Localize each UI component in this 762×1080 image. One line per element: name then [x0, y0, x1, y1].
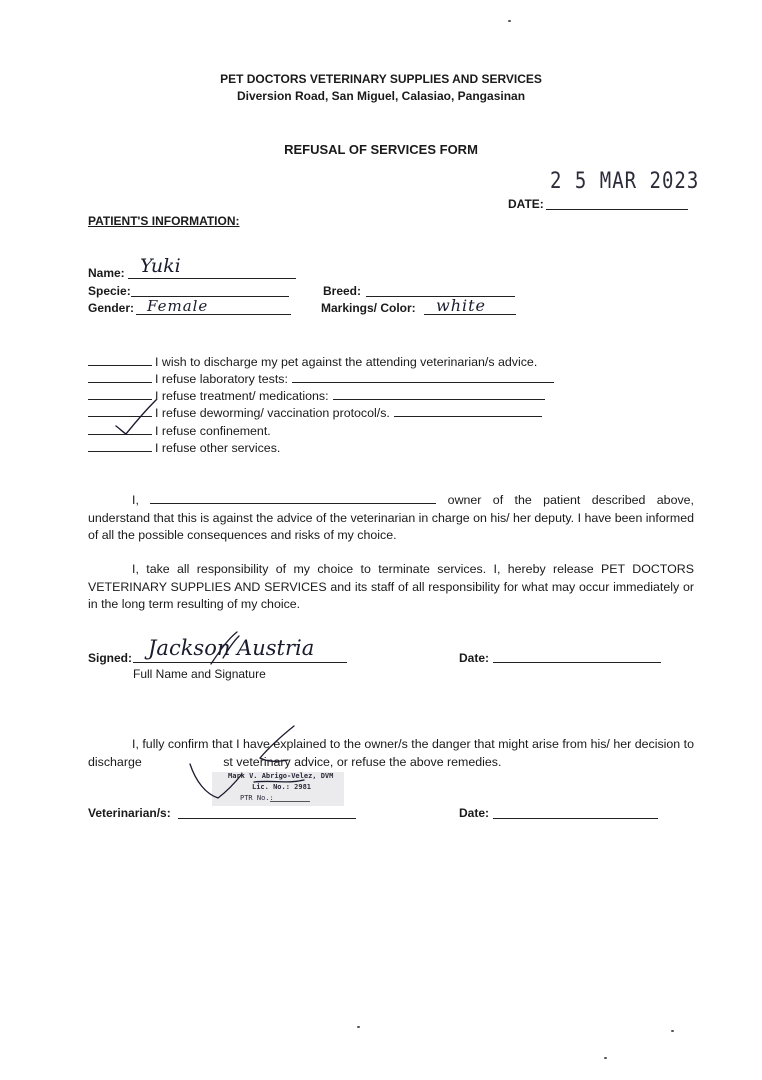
veterinarian-signature-icon — [184, 722, 314, 804]
signed-date-label: Date: — [459, 651, 490, 665]
breed-label: Breed: — [323, 284, 362, 298]
refusal-item-deworming[interactable]: I refuse deworming/ vaccination protocol/s. — [88, 404, 542, 420]
laboratory-detail-line[interactable] — [292, 370, 554, 383]
signed-date-line — [493, 662, 661, 663]
owner-signature: Jackson Austria — [148, 636, 315, 660]
scan-speck — [604, 1057, 607, 1059]
date-line — [546, 209, 688, 210]
name-label: Name: — [88, 266, 125, 280]
date-stamp: 2 5 MAR 2023 — [550, 168, 700, 194]
signature-caption: Full Name and Signature — [133, 667, 266, 681]
name-line — [128, 278, 296, 279]
stamp-license: Lic. No.: 2981 — [252, 783, 312, 791]
stamp-ptr: PTR No.: — [240, 794, 274, 802]
name-value: Yuki — [140, 255, 181, 277]
refusal-item-laboratory[interactable]: I refuse laboratory tests: — [88, 370, 554, 386]
check-mark-icon — [110, 396, 170, 438]
signature-flourish-icon — [205, 628, 245, 668]
markings-value: white — [436, 296, 487, 315]
markings-label: Markings/ Color: — [321, 301, 416, 315]
specie-label: Specie: — [88, 284, 131, 298]
treatment-detail-line[interactable] — [333, 387, 545, 400]
form-title: REFUSAL OF SERVICES FORM — [284, 142, 478, 157]
refusal-item-confinement[interactable]: I refuse confinement. — [88, 422, 271, 438]
acknowledgement-paragraph: I, owner of the patient described above, understand that this is against the advice of the veterinarian in charge on his/ her deputy. I have been informed of all the possible consequences and risks of my choice. — [88, 493, 694, 542]
refusal-item-treatment[interactable]: I refuse treatment/ medications: — [88, 387, 545, 403]
company-name: PET DOCTORS VETERINARY SUPPLIES AND SERVICES — [220, 72, 542, 86]
refusal-item-other[interactable]: I refuse other services. — [88, 439, 280, 455]
release-paragraph: I, take all responsibility of my choice to terminate services. I, hereby release PET DOCTORS VETERINARY SUPPLIES AND SERVICES and its staff of all responsibility for what may occur immediately or in the long term resulting of my choice. — [88, 562, 694, 611]
refusal-item-discharge[interactable]: I wish to discharge my pet against the attending veterinarian/s advice. — [88, 353, 537, 369]
patient-section-title: PATIENT'S INFORMATION: — [88, 214, 240, 228]
scan-speck — [508, 20, 511, 22]
checkbox-blank[interactable] — [88, 370, 152, 383]
veterinarian-date-label: Date: — [459, 806, 490, 820]
veterinarian-confirmation-paragraph: I, fully confirm that I have explained to the owner/s the danger that might arise from his/ her decision to discharge st veterinary advice, or refuse the above remedies. — [88, 737, 694, 769]
deworming-detail-line[interactable] — [394, 404, 542, 417]
scan-speck — [671, 1030, 674, 1032]
veterinarian-line — [178, 818, 356, 819]
veterinarian-date-line — [493, 818, 658, 819]
date-label: DATE: — [508, 197, 544, 211]
checkbox-blank[interactable] — [88, 439, 152, 452]
company-address: Diversion Road, San Miguel, Calasiao, Pangasinan — [236, 89, 526, 103]
veterinarian-label: Veterinarian/s: — [88, 806, 171, 820]
signed-label: Signed: — [88, 651, 132, 665]
scan-speck — [357, 1026, 360, 1028]
owner-name-line[interactable] — [150, 491, 436, 504]
gender-label: Gender: — [88, 301, 135, 315]
stamp-vet-name: Mark V. Abrigo-Velez, DVM — [228, 772, 334, 780]
gender-value: Female — [147, 297, 209, 315]
checkbox-blank[interactable] — [88, 353, 152, 366]
